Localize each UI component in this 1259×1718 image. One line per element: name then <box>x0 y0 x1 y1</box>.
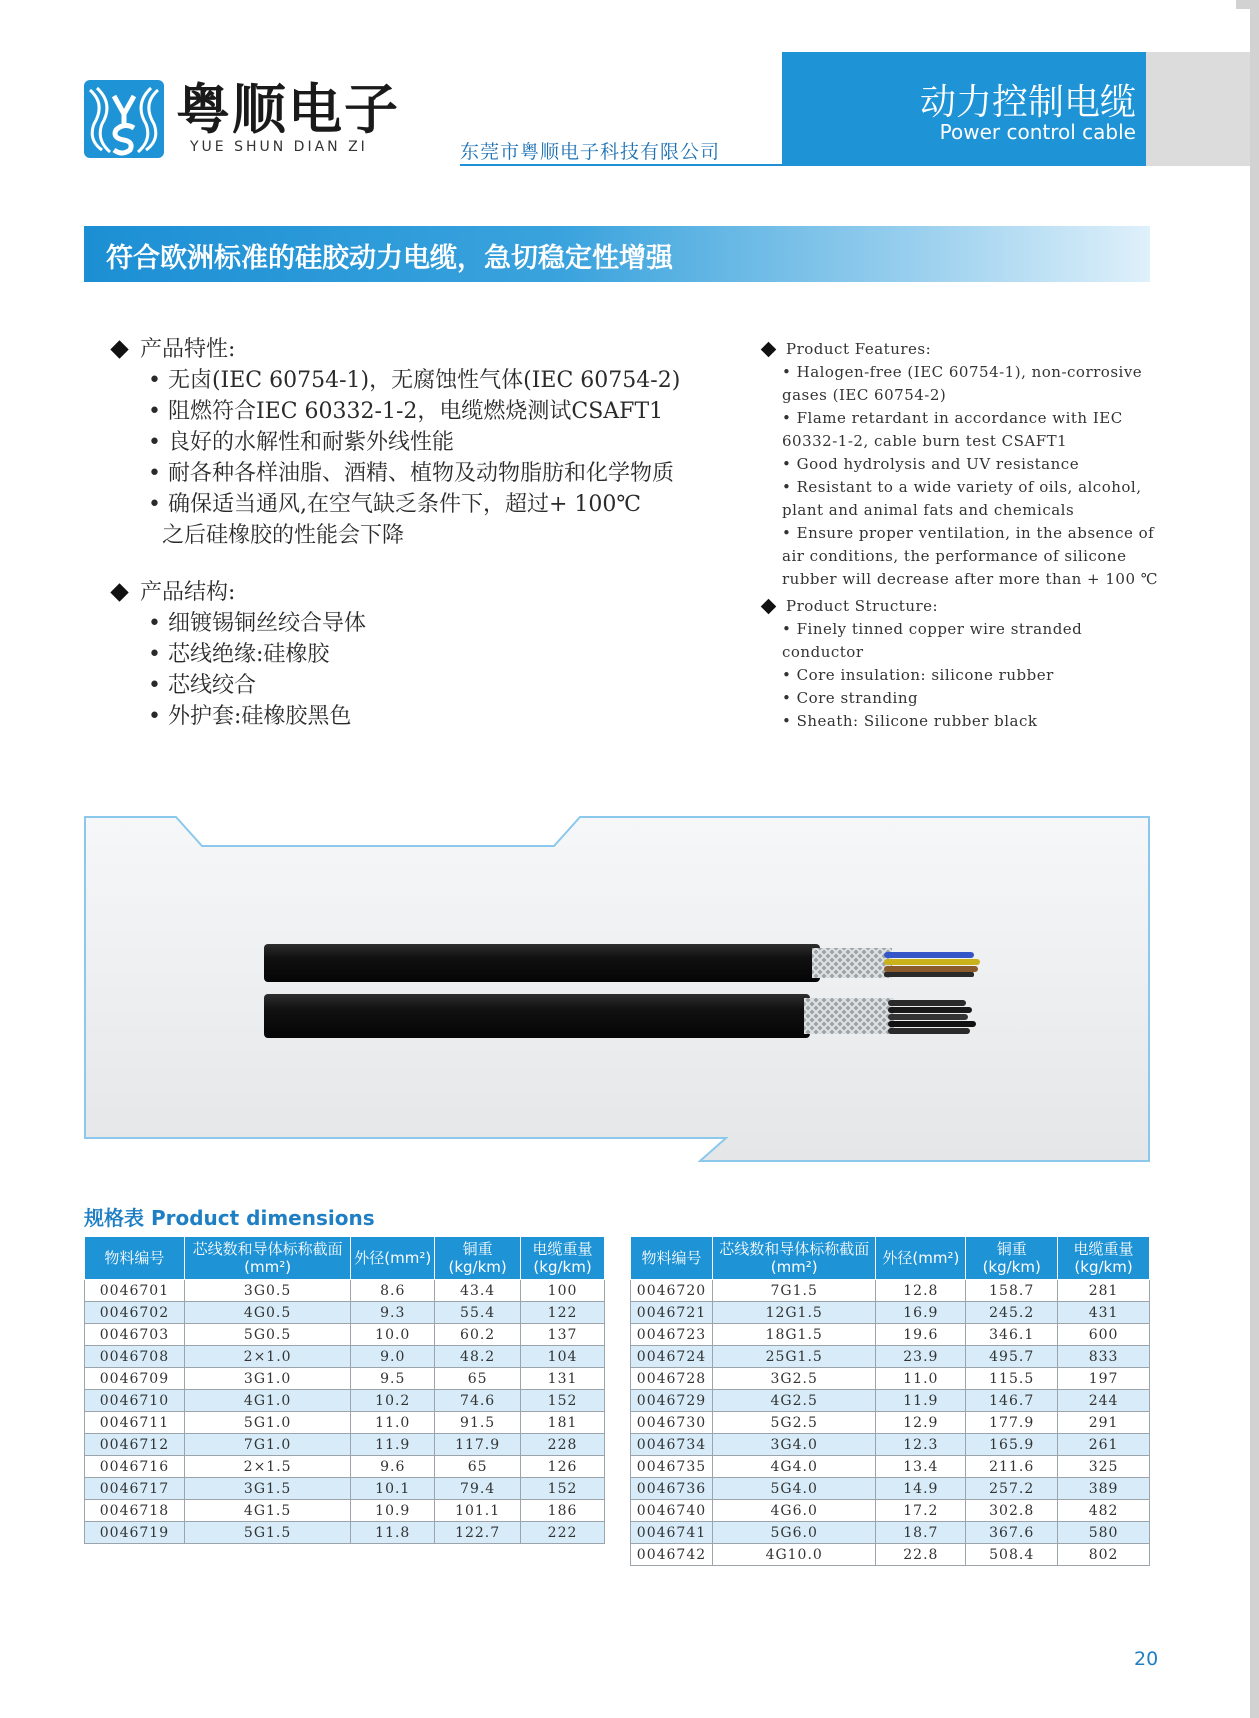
table-cell: 0046735 <box>631 1456 713 1478</box>
table-cell: 11.8 <box>351 1522 435 1544</box>
list-item: • 外护套:硅橡胶黑色 <box>148 704 352 729</box>
table-cell: 152 <box>521 1478 605 1500</box>
table-cell: 79.4 <box>435 1478 521 1500</box>
list-item: 之后硅橡胶的性能会下降 <box>162 523 405 548</box>
col-header: 芯线数和导体标称截面(mm²) <box>712 1237 876 1280</box>
table-cell: 0046709 <box>85 1368 185 1390</box>
table-cell: 3G4.0 <box>712 1434 876 1456</box>
diamond-bullet-icon <box>761 599 777 615</box>
col-header: 物料编号 <box>631 1237 713 1280</box>
table-cell: 346.1 <box>966 1324 1058 1346</box>
list-item: • 细镀锡铜丝绞合导体 <box>148 611 366 636</box>
table-cell: 9.6 <box>351 1456 435 1478</box>
table-row <box>631 1390 1150 1412</box>
table-row <box>85 1280 605 1302</box>
features-list-cn <box>110 365 750 551</box>
table-cell: 10.9 <box>351 1500 435 1522</box>
category-title-cn: 动力控制电缆 <box>919 82 1136 123</box>
spec-table-right <box>630 1236 1150 1566</box>
table-cell: 389 <box>1058 1478 1150 1500</box>
company-name: 东莞市粤顺电子科技有限公司 <box>460 141 721 163</box>
table-row <box>85 1324 605 1346</box>
structure-list-cn <box>110 608 750 732</box>
col-header: 外径(mm²) <box>876 1237 966 1280</box>
structure-list-en <box>760 618 1160 733</box>
brand-name-cn: 粤顺电子 <box>176 78 400 141</box>
table-cell: 11.9 <box>876 1390 966 1412</box>
table-cell: 0046708 <box>85 1346 185 1368</box>
table-cell: 211.6 <box>966 1456 1058 1478</box>
page-edge-right <box>1250 0 1259 1718</box>
table-cell: 9.3 <box>351 1302 435 1324</box>
table-row <box>631 1280 1150 1302</box>
table-cell: 2×1.0 <box>184 1346 350 1368</box>
table-cell: 8.6 <box>351 1280 435 1302</box>
category-box <box>782 52 1146 166</box>
table-cell: 291 <box>1058 1412 1150 1434</box>
table-cell: 2×1.5 <box>184 1456 350 1478</box>
diamond-bullet-icon <box>110 583 128 601</box>
table-cell: 0046742 <box>631 1544 713 1566</box>
table-cell: 5G1.0 <box>184 1412 350 1434</box>
table-cell: 0046723 <box>631 1324 713 1346</box>
header-grey-tab <box>1146 52 1250 166</box>
list-item: • 耐各种各样油脂、酒精、植物及动物脂肪和化学物质 <box>148 461 674 486</box>
table-cell: 0046734 <box>631 1434 713 1456</box>
table-cell: 4G6.0 <box>712 1500 876 1522</box>
table-row <box>85 1522 605 1544</box>
table-cell: 0046724 <box>631 1346 713 1368</box>
table-cell: 60.2 <box>435 1324 521 1346</box>
table-cell: 65 <box>435 1368 521 1390</box>
table-cell: 0046741 <box>631 1522 713 1544</box>
col-header: 铜重(kg/km) <box>966 1237 1058 1280</box>
table-cell: 10.0 <box>351 1324 435 1346</box>
diamond-bullet-icon <box>110 340 128 358</box>
table-cell: 482 <box>1058 1500 1150 1522</box>
list-item: • 芯线绝缘:硅橡胶 <box>148 642 330 667</box>
table-cell: 152 <box>521 1390 605 1412</box>
table-cell: 131 <box>521 1368 605 1390</box>
features-list-en <box>760 361 1160 591</box>
table-cell: 10.2 <box>351 1390 435 1412</box>
title-banner <box>84 226 1150 282</box>
table-cell: 100 <box>521 1280 605 1302</box>
list-item: • 确保适当通风,在空气缺乏条件下，超过+ 100℃ <box>148 492 641 517</box>
table-cell: 0046716 <box>85 1456 185 1478</box>
table-row <box>631 1302 1150 1324</box>
table-cell: 600 <box>1058 1324 1150 1346</box>
table-cell: 0046712 <box>85 1434 185 1456</box>
table-cell: 222 <box>521 1522 605 1544</box>
table-cell: 117.9 <box>435 1434 521 1456</box>
table-cell: 0046719 <box>85 1522 185 1544</box>
table-cell: 18G1.5 <box>712 1324 876 1346</box>
table-row <box>631 1324 1150 1346</box>
table-cell: 16.9 <box>876 1302 966 1324</box>
table-cell: 3G2.5 <box>712 1368 876 1390</box>
table-cell: 186 <box>521 1500 605 1522</box>
table-row <box>85 1434 605 1456</box>
table-cell: 101.1 <box>435 1500 521 1522</box>
table-cell: 244 <box>1058 1390 1150 1412</box>
table-cell: 19.6 <box>876 1324 966 1346</box>
table-cell: 245.2 <box>966 1302 1058 1324</box>
table-cell: 0046736 <box>631 1478 713 1500</box>
table-cell: 5G2.5 <box>712 1412 876 1434</box>
banner-title: 符合欧洲标准的硅胶动力电缆，急切稳定性增强 <box>106 243 673 274</box>
table-cell: 23.9 <box>876 1346 966 1368</box>
table-cell: 0046729 <box>631 1390 713 1412</box>
page-number: 20 <box>1134 1648 1159 1670</box>
table-cell: 11.0 <box>351 1412 435 1434</box>
table-cell: 25G1.5 <box>712 1346 876 1368</box>
table-cell: 9.5 <box>351 1368 435 1390</box>
features-cn <box>110 334 750 758</box>
brand-name-en: YUE SHUN DIAN ZI <box>190 139 368 155</box>
table-cell: 74.6 <box>435 1390 521 1412</box>
table-cell: 3G1.5 <box>184 1478 350 1500</box>
table-cell: 802 <box>1058 1544 1150 1566</box>
table-cell: 0046703 <box>85 1324 185 1346</box>
table-cell: 325 <box>1058 1456 1150 1478</box>
table-cell: 165.9 <box>966 1434 1058 1456</box>
table-cell: 228 <box>521 1434 605 1456</box>
table-cell: 431 <box>1058 1302 1150 1324</box>
table-body-left <box>85 1280 605 1544</box>
list-item: • Good hydrolysis and UV resistance <box>782 455 1080 473</box>
table-row <box>85 1302 605 1324</box>
table-cell: 137 <box>521 1324 605 1346</box>
table-cell: 261 <box>1058 1434 1150 1456</box>
table-cell: 495.7 <box>966 1346 1058 1368</box>
table-cell: 65 <box>435 1456 521 1478</box>
table-cell: 9.0 <box>351 1346 435 1368</box>
table-cell: 122 <box>521 1302 605 1324</box>
list-item: • Sheath: Silicone rubber black <box>782 712 1038 730</box>
table-cell: 7G1.0 <box>184 1434 350 1456</box>
table-cell: 181 <box>521 1412 605 1434</box>
product-image-panel <box>84 816 1150 1162</box>
table-row <box>631 1478 1150 1500</box>
table-row <box>85 1478 605 1500</box>
table-cell: 5G0.5 <box>184 1324 350 1346</box>
spec-table-title: 规格表 Product dimensions <box>84 1206 375 1230</box>
list-item: • Core insulation: silicone rubber <box>782 666 1054 684</box>
table-cell: 4G4.0 <box>712 1456 876 1478</box>
table-row <box>631 1412 1150 1434</box>
table-cell: 22.8 <box>876 1544 966 1566</box>
table-cell: 5G6.0 <box>712 1522 876 1544</box>
table-cell: 257.2 <box>966 1478 1058 1500</box>
table-cell: 7G1.5 <box>712 1280 876 1302</box>
table-cell: 508.4 <box>966 1544 1058 1566</box>
table-row <box>631 1522 1150 1544</box>
table-cell: 367.6 <box>966 1522 1058 1544</box>
table-body-right <box>631 1280 1150 1566</box>
col-header: 芯线数和导体标称截面(mm²) <box>184 1237 350 1280</box>
table-cell: 17.2 <box>876 1500 966 1522</box>
list-item: • 良好的水解性和耐紫外线性能 <box>148 430 454 455</box>
table-row <box>85 1346 605 1368</box>
table-cell: 122.7 <box>435 1522 521 1544</box>
table-cell: 11.9 <box>351 1434 435 1456</box>
features-title-en: Product Features: <box>786 340 932 358</box>
table-row <box>631 1346 1150 1368</box>
table-cell: 0046728 <box>631 1368 713 1390</box>
diamond-bullet-icon <box>761 342 777 358</box>
table-cell: 0046740 <box>631 1500 713 1522</box>
table-cell: 91.5 <box>435 1412 521 1434</box>
table-cell: 0046730 <box>631 1412 713 1434</box>
table-cell: 833 <box>1058 1346 1150 1368</box>
table-cell: 12G1.5 <box>712 1302 876 1324</box>
table-cell: 4G1.5 <box>184 1500 350 1522</box>
table-cell: 55.4 <box>435 1302 521 1324</box>
list-item: • 芯线绞合 <box>148 673 256 698</box>
table-row <box>85 1368 605 1390</box>
table-row <box>631 1368 1150 1390</box>
table-cell: 0046718 <box>85 1500 185 1522</box>
list-item: • Finely tinned copper wire stranded conductor <box>782 620 1083 661</box>
table-cell: 4G2.5 <box>712 1390 876 1412</box>
structure-title-en: Product Structure: <box>786 597 939 615</box>
table-cell: 43.4 <box>435 1280 521 1302</box>
table-cell: 0046701 <box>85 1280 185 1302</box>
table-row <box>85 1500 605 1522</box>
col-header: 物料编号 <box>85 1237 185 1280</box>
features-title-cn: 产品特性: <box>140 337 236 362</box>
brand-logo <box>84 80 164 158</box>
table-row <box>631 1544 1150 1566</box>
table-cell: 281 <box>1058 1280 1150 1302</box>
table-cell: 18.7 <box>876 1522 966 1544</box>
table-cell: 12.9 <box>876 1412 966 1434</box>
table-cell: 580 <box>1058 1522 1150 1544</box>
table-cell: 115.5 <box>966 1368 1058 1390</box>
structure-title-cn: 产品结构: <box>140 580 236 605</box>
category-title-en: Power control cable <box>939 120 1136 144</box>
page-edge-top <box>1236 0 1250 9</box>
list-item: • 阻燃符合IEC 60332-1-2，电缆燃烧测试CSAFT1 <box>148 399 664 424</box>
table-cell: 0046720 <box>631 1280 713 1302</box>
table-cell: 5G1.5 <box>184 1522 350 1544</box>
table-row <box>85 1412 605 1434</box>
table-cell: 0046710 <box>85 1390 185 1412</box>
table-cell: 3G0.5 <box>184 1280 350 1302</box>
table-cell: 13.4 <box>876 1456 966 1478</box>
list-item: • Ensure proper ventilation, in the absence of air conditions, the performance of silicone rubber will decrease after more than + 100 ℃ <box>782 524 1159 588</box>
table-cell: 0046717 <box>85 1478 185 1500</box>
list-item: • 无卤(IEC 60754-1)，无腐蚀性气体(IEC 60754-2) <box>148 368 681 393</box>
table-row <box>631 1456 1150 1478</box>
table-cell: 0046711 <box>85 1412 185 1434</box>
list-item: • Halogen-free (IEC 60754-1), non-corrosive gases (IEC 60754-2) <box>782 363 1143 404</box>
col-header: 外径(mm²) <box>351 1237 435 1280</box>
table-cell: 48.2 <box>435 1346 521 1368</box>
table-cell: 12.8 <box>876 1280 966 1302</box>
table-cell: 126 <box>521 1456 605 1478</box>
header-rule <box>460 164 782 166</box>
table-cell: 177.9 <box>966 1412 1058 1434</box>
table-cell: 10.1 <box>351 1478 435 1500</box>
col-header: 铜重(kg/km) <box>435 1237 521 1280</box>
list-item: • Resistant to a wide variety of oils, alcohol, plant and animal fats and chemicals <box>782 478 1142 519</box>
table-cell: 0046721 <box>631 1302 713 1324</box>
table-cell: 12.3 <box>876 1434 966 1456</box>
table-cell: 0046702 <box>85 1302 185 1324</box>
table-cell: 14.9 <box>876 1478 966 1500</box>
col-header: 电缆重量(kg/km) <box>521 1237 605 1280</box>
list-item: • Flame retardant in accordance with IEC 60332-1-2, cable burn test CSAFT1 <box>782 409 1123 450</box>
table-cell: 302.8 <box>966 1500 1058 1522</box>
table-cell: 4G1.0 <box>184 1390 350 1412</box>
table-row <box>85 1456 605 1478</box>
table-cell: 4G10.0 <box>712 1544 876 1566</box>
table-cell: 104 <box>521 1346 605 1368</box>
table-row <box>631 1434 1150 1456</box>
table-cell: 5G4.0 <box>712 1478 876 1500</box>
table-cell: 146.7 <box>966 1390 1058 1412</box>
table-cell: 158.7 <box>966 1280 1058 1302</box>
table-cell: 197 <box>1058 1368 1150 1390</box>
table-cell: 3G1.0 <box>184 1368 350 1390</box>
cable-image-bottom <box>264 994 976 1038</box>
spec-table-left <box>84 1236 605 1544</box>
list-item: • Core stranding <box>782 689 919 707</box>
table-row <box>631 1500 1150 1522</box>
table-cell: 4G0.5 <box>184 1302 350 1324</box>
features-en <box>760 338 1160 737</box>
col-header: 电缆重量(kg/km) <box>1058 1237 1150 1280</box>
cable-image-top <box>264 944 980 982</box>
table-cell: 11.0 <box>876 1368 966 1390</box>
table-row <box>85 1390 605 1412</box>
